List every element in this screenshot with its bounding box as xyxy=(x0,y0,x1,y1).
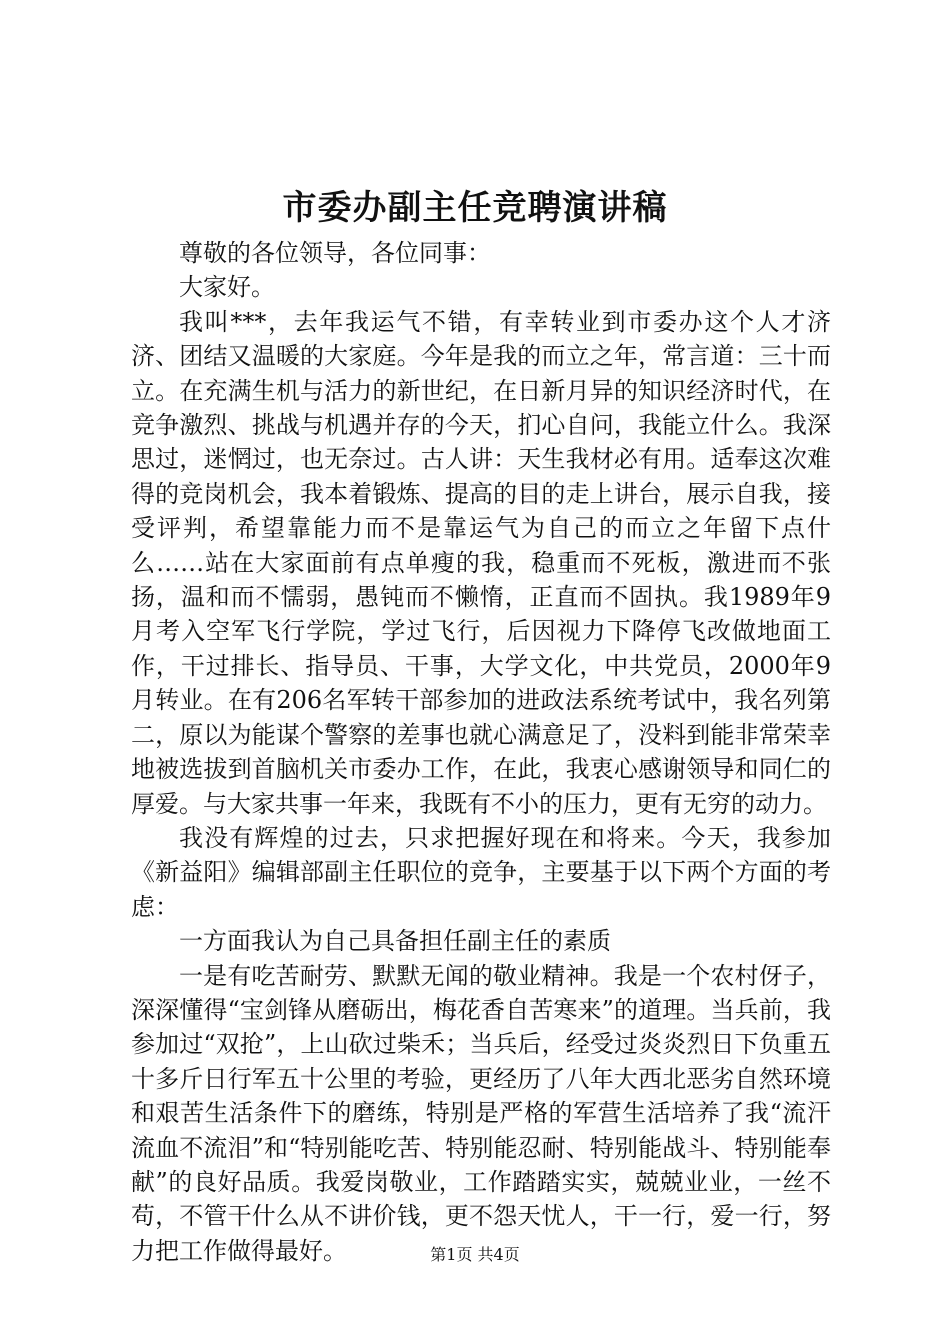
document-title: 市委办副主任竞聘演讲稿 xyxy=(282,188,668,228)
page-footer: 第1页 共4页 xyxy=(430,1245,520,1264)
greeting-paragraph: 尊敬的各位领导，各位同事： xyxy=(179,239,491,267)
document-body xyxy=(131,236,831,1268)
dedication-paragraph: 一是有吃苦耐劳、默默无闻的敬业精神。我是一个农村伢子，深深懂得“宝剑锋从磨砺出，梅花香自苦寒来”的道理。当兵前，我参加过“双抢”，上山砍过柴禾；当兵后，经受过炎炎烈日下负重五十多斤日行军五十公里的考验，更经历了八年大西北恶劣自然环境和艰苦生活条件下的磨练，特别是严格的军营生活培养了我“流汗流血不流泪”和“特别能吃苦、特别能忍耐、特别能战斗、特别能奉献”的良好品质。我爱岗敬业，工作踏踏实实，兢兢业业，一丝不苟，不管干什么从不讲价钱，更不怨天忧人，干一行，爱一行，努力把工作做得最好。 xyxy=(131,961,831,1265)
motivation-paragraph: 我没有辉煌的过去，只求把握好现在和将来。今天，我参加《新益阳》编辑部副主任职位的竞争，主要基于以下两个方面的考虑： xyxy=(131,823,831,921)
introduction-paragraph: 我叫***，去年我运气不错，有幸转业到市委办这个人才济济、团结又温暖的大家庭。今年是我的而立之年，常言道：三十而立。在充满生机与活力的新世纪，在日新月异的知识经济时代，在竞争激烈、挑战与机遇并存的今天，扪心自问，我能立什么。我深思过，迷惘过，也无奈过。古人讲：天生我材必有用。适奉这次难得的竞岗机会，我本着锻炼、提高的目的走上讲台，展示自我，接受评判，希望靠能力而不是靠运气为自己的而立之年留下点什么……站在大家面前有点单瘦的我，稳重而不死板，激进而不张扬，温和而不懦弱，愚钝而不懒惰，正直而不固执。我1989年9月考入空军飞行学院，学过飞行，后因视力下降停飞改做地面工作，干过排长、指导员、干事，大学文化，中共党员，2000年9月转业。在有206名军转干部参加的进政法系统考试中，我名列第二，原以为能谋个警察的差事也就心满意足了，没料到能非常荣幸地被选拔到首脑机关市委办工作，在此，我衷心感谢领导和同仁的厚爱。与大家共事一年来，我既有不小的压力，更有无穷的动力。 xyxy=(131,307,831,818)
section-heading-paragraph: 一方面我认为自己具备担任副主任的素质 xyxy=(179,927,611,956)
salutation-paragraph: 大家好。 xyxy=(179,273,275,302)
